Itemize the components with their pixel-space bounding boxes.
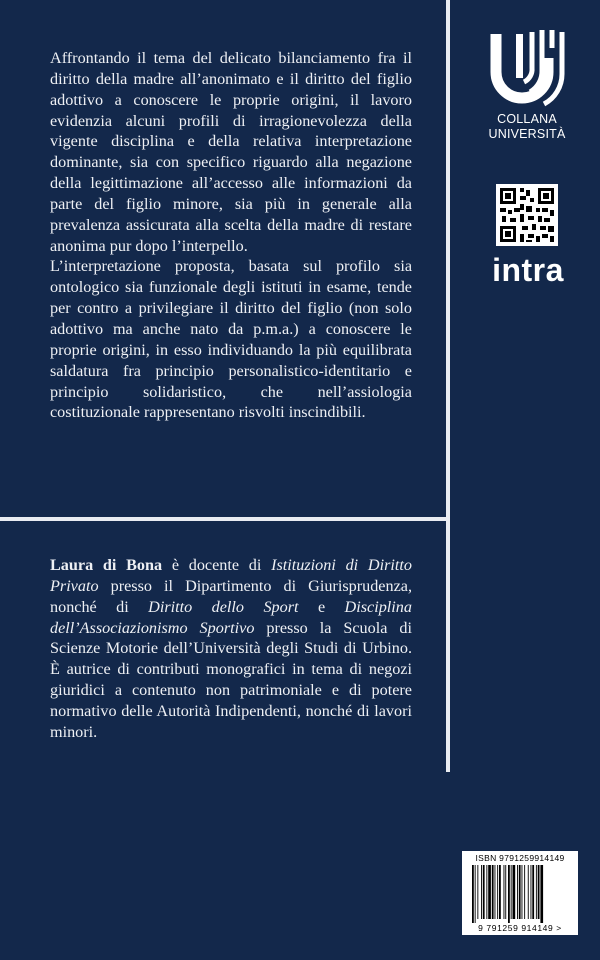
series-label bbox=[470, 112, 584, 142]
author-name: Laura di Bona bbox=[50, 556, 163, 574]
author-bio bbox=[50, 555, 412, 743]
vertical-divider bbox=[446, 0, 450, 772]
publisher-logo: intra bbox=[492, 252, 564, 288]
series-line-2: UNIVERSITÀ bbox=[488, 127, 566, 141]
abstract-paragraph-1: Affrontando il tema del delicato bilanciamento fra il diritto della madre all’anonimato e il diritto del figlio adottivo a conoscere le proprie origini, il lavoro evidenzia alcuni profili di irragionevolezza della vigente disciplina e della relativa interpretazione dominante, sia con specifico riguardo alla negazione della legittimazione all’accesso alle informazioni da parte del figlio minore, sia più in generale alla prevalenza assicurata alla scelta della madre di restare anonima pur dopo l’interpello. bbox=[50, 49, 412, 255]
bio-text-3: e bbox=[298, 597, 345, 616]
bio-course-2: Diritto dello Sport bbox=[148, 597, 299, 616]
abstract-text bbox=[50, 48, 412, 423]
bio-text-1: è docente di bbox=[162, 556, 272, 574]
barcode-bars-icon bbox=[472, 865, 568, 923]
abstract-paragraph-2: L’interpretazione proposta, basata sul profilo sia ontologico sia funzionale degli istituti in esame, tende per contro a privilegiare il diritto del figlio (non solo adottivo ma anche nato da p.m.a.) a conoscere le proprie origini, in esso individuando la più equilibrata saldatura fra principio personalistico-identitario e principio solidaristico, che nell’assiologia costituzionale rappresentano risvolti inscindibili. bbox=[50, 257, 412, 422]
series-line-1: COLLANA bbox=[497, 112, 557, 126]
qr-code-icon bbox=[496, 184, 558, 246]
bio-course-1: Istituzioni di Diritto Privato bbox=[50, 556, 412, 595]
isbn-label: ISBN 9791259914149 bbox=[475, 853, 565, 863]
bio-course-3: Disciplina dell’Associazionismo Sportivo bbox=[50, 597, 412, 637]
horizontal-divider bbox=[0, 517, 450, 521]
isbn-barcode bbox=[462, 851, 578, 935]
bio-text-2: presso il Dipartimento di Giurisprudenza, nonché di bbox=[50, 576, 412, 616]
university-logo-icon bbox=[486, 28, 568, 110]
bio-text-4: presso la Scuola di Scienze Motorie dell’Università degli Studi di Urbino. È autrice di contributi monografici in tema di negozi giuridici a contenuto non patrimoniale e di potere normativo delle Autorità Indipendenti, nonché di lavori minori. bbox=[50, 618, 412, 741]
isbn-digits: 9 791259 914149 > bbox=[478, 923, 562, 933]
